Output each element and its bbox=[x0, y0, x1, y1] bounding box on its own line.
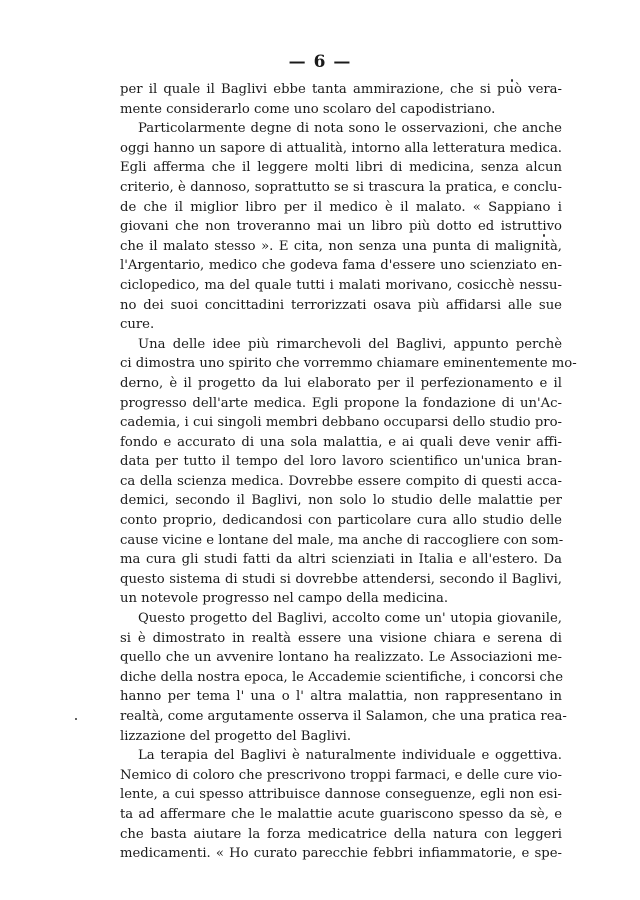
text-line: cause vicine e lontane del male, ma anche di raccogliere con som- bbox=[120, 532, 564, 548]
text-line: per il quale il Baglivi ebbe tanta ammirazione, che si può vera- bbox=[120, 82, 562, 97]
text-line: Nemico di coloro che prescrivono troppi farmaci, e delle cure vio- bbox=[120, 767, 562, 783]
text-line: che il malato stesso ». E cita, non senza una punta di malignità, bbox=[120, 238, 562, 254]
text-line: ca della scienza medica. Dovrebbe essere compito di questi acca- bbox=[120, 473, 562, 489]
text-line: fondo e accurato di una sola malattia, e ai quali deve venir affi- bbox=[120, 434, 562, 450]
paragraph bbox=[120, 80, 562, 119]
text-line: Egli afferma che il leggere molti libri di medicina, senza alcun bbox=[120, 160, 562, 176]
print-speck bbox=[75, 718, 77, 720]
text-line: cademia, i cui singoli membri debbano occuparsi dello studio pro- bbox=[120, 415, 562, 431]
text-line: diche della nostra epoca, le Accademie scientifiche, i concorsi che bbox=[120, 669, 564, 685]
text-line: questo sistema di studi si dovrebbe attendersi, secondo il Baglivi, bbox=[120, 571, 562, 587]
text-line: ta ad affermare che le malattie acute guariscono spesso da sè, e bbox=[120, 806, 562, 822]
text-line: de che il miglior libro per il medico è il malato. « Sappiano i bbox=[120, 199, 562, 215]
text-line: ciclopedico, ma del quale tutti i malati morivano, cosicchè nessu- bbox=[120, 277, 562, 293]
text-line: hanno per tema l' una o l' altra malattia, non rappresentano in bbox=[120, 689, 562, 705]
text-line: La terapia del Baglivi è naturalmente individuale e oggettiva. bbox=[138, 748, 562, 764]
text-line: realtà, come argutamente osserva il Salamon, che una pratica rea- bbox=[120, 709, 567, 724]
text-line: oggi hanno un sapore di attualità, intorno alla letteratura medica. bbox=[120, 140, 562, 156]
page-number: — 6 — bbox=[288, 52, 352, 72]
text-line: lente, a cui spesso attribuisce dannose conseguenze, egli non esi- bbox=[120, 787, 562, 803]
text-line: un notevole progresso nel campo della medicina. bbox=[120, 591, 449, 607]
paragraph bbox=[120, 746, 562, 864]
text-line: quello che un avvenire lontano ha realizzato. Le Associazioni me- bbox=[120, 650, 562, 666]
text-line: ci dimostra uno spirito che vorremmo chiamare eminentemente mo- bbox=[120, 356, 577, 372]
text-line: mente considerarlo come uno scolaro del capodistriano. bbox=[120, 101, 496, 117]
paragraph bbox=[120, 335, 577, 609]
text-line: medicamenti. « Ho curato parecchie febbri infiammatorie, e spe- bbox=[120, 846, 562, 862]
text-line: Una delle idee più rimarchevoli del Baglivi, appunto perchè bbox=[138, 336, 562, 352]
text-line: ma cura gli studi fatti da altri scienziati in Italia e all'estero. Da bbox=[120, 552, 562, 568]
text-line: si è dimostrato in realtà essere una visione chiara e serena di bbox=[120, 630, 562, 646]
text-line: derno, è il progetto da lui elaborato per il perfezionamento e il bbox=[120, 375, 562, 391]
text-line: progresso dell'arte medica. Egli propone la fondazione di un'Ac- bbox=[120, 395, 562, 411]
body-text bbox=[120, 80, 577, 864]
text-line: lizzazione del progetto del Baglivi. bbox=[120, 728, 352, 744]
text-line: che basta aiutare la forza medicatrice della natura con leggeri bbox=[120, 826, 562, 842]
text-line: Particolarmente degne di nota sono le osservazioni, che anche bbox=[138, 121, 562, 137]
text-line: giovani che non troveranno mai un libro più dotto ed istruttivo bbox=[120, 219, 562, 235]
paragraph bbox=[120, 119, 562, 335]
text-line: conto proprio, dedicandosi con particolare cura allo studio delle bbox=[120, 513, 562, 529]
text-line: criterio, è dannoso, soprattutto se si trascura la pratica, e conclu- bbox=[120, 179, 562, 195]
paragraph bbox=[120, 609, 567, 746]
text-line: data per tutto il tempo del loro lavoro scientifico un'unica bran- bbox=[120, 454, 562, 470]
text-line: Questo progetto del Baglivi, accolto come un' utopia giovanile, bbox=[138, 611, 562, 627]
text-line: l'Argentario, medico che godeva fama d'essere uno scienziato en- bbox=[120, 258, 562, 274]
text-line: demici, secondo il Baglivi, non solo lo studio delle malattie per bbox=[120, 493, 562, 509]
text-line: no dei suoi concittadini terrorizzati osava più affidarsi alle sue bbox=[120, 297, 562, 313]
text-line: cure. bbox=[120, 317, 155, 333]
